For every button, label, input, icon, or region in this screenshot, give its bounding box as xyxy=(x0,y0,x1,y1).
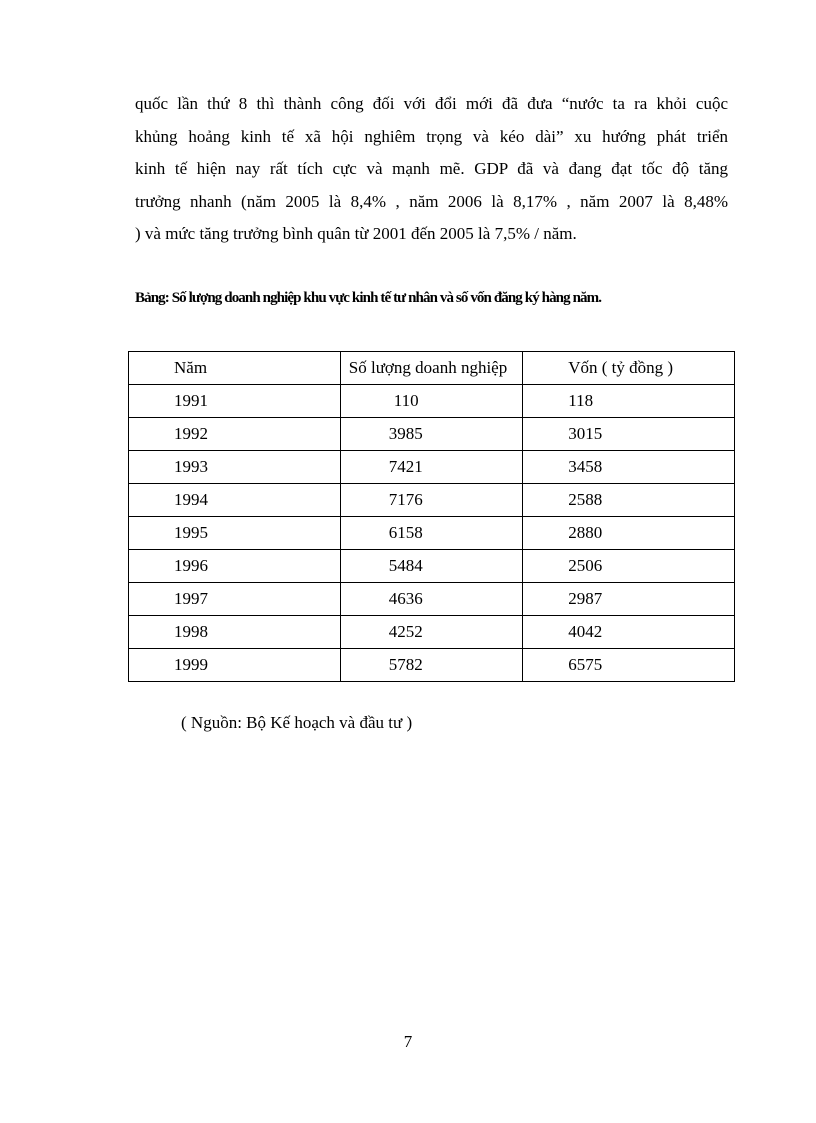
cell-capital: 2588 xyxy=(523,484,735,517)
cell-capital: 118 xyxy=(523,385,735,418)
cell-year: 1992 xyxy=(129,418,341,451)
body-paragraph xyxy=(135,88,728,251)
cell-capital: 2880 xyxy=(523,517,735,550)
header-capital: Vốn ( tỷ đồng ) xyxy=(523,352,735,385)
table-caption: Bảng: Số lượng doanh nghiệp khu vực kinh tế tư nhân và số vốn đăng ký hàng năm. xyxy=(135,290,602,306)
paragraph-line: khủng hoảng kinh tế xã hội nghiêm trọng và kéo dài” xu hướng phát triển xyxy=(135,126,728,146)
table-row xyxy=(129,385,735,418)
paragraph-line: trưởng nhanh (năm 2005 là 8,4% , năm 2006 là 8,17% , năm 2007 là 8,48% xyxy=(135,191,728,211)
cell-capital: 2987 xyxy=(523,583,735,616)
cell-year: 1991 xyxy=(129,385,341,418)
table-header-row xyxy=(129,352,735,385)
cell-count-wrap xyxy=(340,649,522,682)
table-row xyxy=(129,517,735,550)
cell-count-wrap xyxy=(340,550,522,583)
cell-count: 7176 xyxy=(388,490,423,509)
cell-count: 7421 xyxy=(388,457,423,476)
enterprise-table xyxy=(128,351,735,682)
paragraph-line: ) và mức tăng trưởng bình quân từ 2001 đến 2005 là 7,5% / năm. xyxy=(135,224,577,243)
cell-year: 1996 xyxy=(129,550,341,583)
cell-count: 4636 xyxy=(388,589,423,608)
cell-count-wrap xyxy=(340,385,522,418)
table-row xyxy=(129,616,735,649)
cell-count: 3985 xyxy=(388,424,423,443)
cell-count: 6158 xyxy=(388,523,423,542)
cell-year: 1997 xyxy=(129,583,341,616)
cell-year: 1995 xyxy=(129,517,341,550)
cell-count: 4252 xyxy=(388,622,423,641)
table-row xyxy=(129,418,735,451)
table-row xyxy=(129,484,735,517)
cell-year: 1999 xyxy=(129,649,341,682)
cell-capital: 6575 xyxy=(523,649,735,682)
header-year: Năm xyxy=(129,352,341,385)
cell-capital: 4042 xyxy=(523,616,735,649)
table-row xyxy=(129,583,735,616)
cell-count-wrap xyxy=(340,451,522,484)
cell-count-wrap xyxy=(340,418,522,451)
paragraph-line: kinh tế hiện nay rất tích cực và mạnh mẽ. GDP đã và đang đạt tốc độ tăng xyxy=(135,159,728,178)
cell-count: 110 xyxy=(393,391,419,410)
cell-count-wrap xyxy=(340,484,522,517)
cell-year: 1993 xyxy=(129,451,341,484)
cell-count: 5484 xyxy=(388,556,423,575)
table-row xyxy=(129,451,735,484)
header-enterprise-count: Số lượng doanh nghiệp xyxy=(340,352,522,385)
source-note: ( Nguồn: Bộ Kế hoạch và đầu tư ) xyxy=(181,713,413,732)
cell-count-wrap xyxy=(340,583,522,616)
cell-count-wrap xyxy=(340,517,522,550)
cell-year: 1998 xyxy=(129,616,341,649)
cell-count-wrap xyxy=(340,616,522,649)
cell-count: 5782 xyxy=(388,655,423,674)
table-row xyxy=(129,649,735,682)
table-row xyxy=(129,550,735,583)
cell-year: 1994 xyxy=(129,484,341,517)
paragraph-line: quốc lần thứ 8 thì thành công đối với đổi mới đã đưa “nước ta ra khỏi cuộc xyxy=(135,94,728,113)
cell-capital: 2506 xyxy=(523,550,735,583)
page-number: 7 xyxy=(403,1032,413,1051)
cell-capital: 3458 xyxy=(523,451,735,484)
cell-capital: 3015 xyxy=(523,418,735,451)
